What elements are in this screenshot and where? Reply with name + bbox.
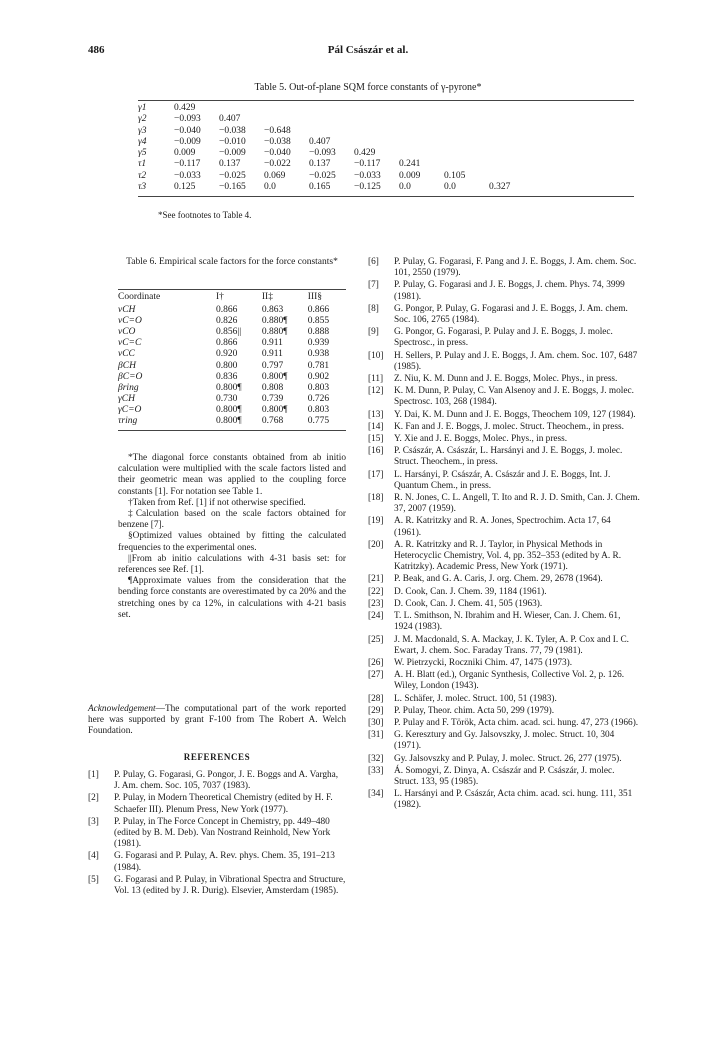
table5 bbox=[138, 100, 634, 197]
acknowledgement-label: Acknowledgement bbox=[88, 704, 156, 714]
reference-text: A. R. Katritzky and R. A. Jones, Spectrochim. Acta 17, 64 (1961). bbox=[394, 516, 611, 538]
table5-footnote: *See footnotes to Table 4. bbox=[158, 210, 252, 220]
reference-item bbox=[88, 875, 346, 897]
table6-note: †Taken from Ref. [1] if not otherwise specified. bbox=[128, 497, 306, 508]
table6-notes bbox=[118, 453, 346, 621]
table5-cell bbox=[399, 137, 444, 148]
table6-note: ¶Approximate values from the consideration that the bending force constants are overestimated by ca 20% and the stretching ones by ca 12%, in calculations with 4-21 basis set. bbox=[118, 576, 346, 620]
reference-text: P. Pulay and F. Török, Acta chim. acad. sci. hung. 47, 273 (1966). bbox=[394, 717, 639, 728]
reference-item bbox=[368, 694, 640, 705]
table5-cell: 0.009 bbox=[174, 148, 196, 159]
table5-cell: 0.137 bbox=[309, 159, 331, 170]
table5-cell: −0.093 bbox=[174, 114, 201, 125]
table5-cell bbox=[309, 114, 354, 125]
table5-row-label: τ1 bbox=[138, 159, 147, 170]
table5-cell: 0.407 bbox=[219, 114, 241, 125]
table5-cell bbox=[444, 103, 489, 114]
table5-cell: −0.009 bbox=[174, 136, 201, 147]
reference-number: [32] bbox=[368, 753, 384, 764]
table6-cell: 0.866 bbox=[216, 305, 238, 316]
table5-cell: 0.429 bbox=[354, 148, 376, 159]
table5-cell bbox=[354, 137, 399, 148]
table6-note: *The diagonal force constants obtained from ab initio calculation were multiplied with the scale factors listed and their geometric mean was applied to the coupling force constants [1]. For notation see Table 1. bbox=[118, 453, 346, 497]
table5-cell bbox=[264, 103, 309, 114]
reference-item bbox=[368, 718, 640, 729]
table5-bottom-rule bbox=[138, 196, 634, 197]
reference-number: [6] bbox=[368, 257, 379, 267]
table5-row bbox=[138, 126, 534, 137]
reference-item bbox=[368, 493, 640, 515]
table6-coordinate: νCH bbox=[118, 305, 136, 316]
table5-cell: −0.165 bbox=[219, 182, 246, 193]
table5-cell: −0.093 bbox=[309, 148, 336, 159]
table6-cell: 0.800¶ bbox=[216, 416, 242, 427]
table5-cell bbox=[489, 126, 534, 137]
reference-number: [9] bbox=[368, 327, 379, 338]
reference-item bbox=[88, 770, 346, 792]
reference-item bbox=[368, 410, 640, 421]
table5-cell: 0.0 bbox=[444, 182, 456, 193]
table6-cell: 0.880¶ bbox=[261, 327, 288, 338]
table5-cell: −0.040 bbox=[264, 148, 291, 159]
table6-note: ‡Calculation based on the scale factors obtained for benzene [7]. bbox=[118, 509, 346, 531]
reference-item bbox=[368, 540, 640, 574]
table6-cell: 0.797 bbox=[261, 360, 284, 371]
reference-item bbox=[368, 599, 640, 610]
table6-row bbox=[118, 327, 346, 338]
table5-cell bbox=[444, 137, 489, 148]
table6-cell: 0.803 bbox=[307, 404, 330, 415]
reference-number: [11] bbox=[368, 374, 384, 385]
table5-cell: −0.025 bbox=[219, 170, 246, 181]
table6-coordinate: γC=O bbox=[118, 404, 142, 415]
reference-text: K. M. Dunn, P. Pulay, C. Van Alsenoy and J. E. Boggs, J. molec. Spectrosc. 103, 268 (1984). bbox=[394, 386, 634, 408]
table5-cell bbox=[399, 126, 444, 137]
table5-cell: −0.117 bbox=[174, 159, 201, 170]
table6-coordinate: τring bbox=[118, 416, 138, 427]
reference-item bbox=[368, 587, 640, 598]
table5-cell: −0.025 bbox=[309, 170, 336, 181]
table6 bbox=[118, 289, 346, 431]
reference-item bbox=[368, 374, 640, 385]
reference-number: [23] bbox=[368, 598, 384, 609]
reference-number: [17] bbox=[368, 469, 384, 480]
table5-cell: 0.105 bbox=[444, 170, 466, 181]
table5-cell: 0.327 bbox=[489, 182, 511, 193]
reference-item bbox=[368, 658, 640, 669]
table6-cell: 0.911 bbox=[261, 338, 283, 349]
table5-cell bbox=[444, 126, 489, 137]
table5-cell: 0.137 bbox=[219, 159, 241, 170]
reference-number: [28] bbox=[368, 693, 384, 704]
reference-number: [26] bbox=[368, 657, 384, 668]
reference-item bbox=[368, 351, 640, 373]
table6-cell: 0.739 bbox=[261, 393, 284, 404]
table5-cell: −0.125 bbox=[354, 182, 381, 193]
reference-text: P. Pulay, Theor. chim. Acta 50, 299 (1979). bbox=[394, 705, 555, 716]
page-number: 486 bbox=[88, 44, 105, 56]
reference-item bbox=[368, 516, 640, 538]
table6-cell: 0.836 bbox=[216, 371, 238, 382]
table6-cell: 0.863 bbox=[261, 305, 284, 316]
reference-text: G. Pongor, P. Pulay, G. Fogarasi and J. E. Boggs, J. Am. chem. Soc. 106, 2765 (1984). bbox=[394, 303, 628, 326]
table5-cell bbox=[444, 114, 489, 125]
reference-text: P. Pulay, in The Force Concept in Chemistry, pp. 449–480 (edited by B. M. Deb). Van Nostrand Reinhold, New York (1981). bbox=[114, 816, 331, 850]
reference-number: [18] bbox=[368, 493, 384, 504]
table5-cell bbox=[309, 126, 354, 137]
table5-cell bbox=[444, 159, 489, 170]
reference-text: D. Cook, Can. J. Chem. 41, 505 (1963). bbox=[394, 598, 543, 609]
references-right bbox=[368, 257, 640, 813]
table5-row bbox=[138, 114, 534, 125]
reference-number: [7] bbox=[368, 280, 379, 291]
reference-text: T. L. Smithson, N. Ibrahim and H. Wieser, Can. J. Chem. 61, 1924 (1983). bbox=[394, 611, 621, 633]
reference-number: [16] bbox=[368, 446, 384, 457]
reference-text: D. Cook, Can. J. Chem. 39, 1184 (1961). bbox=[394, 586, 547, 597]
table6-caption: Table 6. Empirical scale factors for the force constants* bbox=[126, 257, 338, 267]
reference-number: [8] bbox=[368, 303, 379, 314]
reference-number: [4] bbox=[88, 851, 99, 862]
table6-row bbox=[118, 372, 346, 383]
reference-text: G. Fogarasi and P. Pulay, in Vibrational Spectra and Structure, Vol. 13 (edited by J. R. Durig). Elsevier, Amsterdam (1985). bbox=[114, 874, 346, 897]
table5-row bbox=[138, 159, 534, 170]
table6-grid bbox=[118, 290, 346, 427]
table5-cell bbox=[309, 103, 354, 114]
reference-item bbox=[368, 422, 640, 433]
table5-cell bbox=[489, 137, 534, 148]
running-head-author: Pál Császár et al. bbox=[327, 44, 409, 56]
acknowledgement-text: —The computational part of the work reported here was supported by grant F-100 from The Robert A. Welch Foundation. bbox=[88, 704, 346, 737]
table6-row bbox=[118, 316, 346, 327]
table6-note: §Optimized values obtained by fitting the calculated frequencies to the experimental ones. bbox=[118, 531, 346, 553]
reference-text: Y. Xie and J. E. Boggs, Molec. Phys., in press. bbox=[394, 434, 568, 445]
reference-number: [3] bbox=[88, 816, 99, 827]
table6-cell: 0.826 bbox=[216, 316, 238, 327]
table5-cell: 0.165 bbox=[309, 182, 331, 193]
reference-text: H. Sellers, P. Pulay and J. E. Boggs, J. Am. chem. Soc. 107, 6487 (1985). bbox=[394, 350, 638, 372]
reference-text: W. Pietrzycki, Roczniki Chim. 47, 1475 (1973). bbox=[394, 657, 573, 668]
table6-cell: 0.775 bbox=[307, 416, 330, 427]
table5-cell: 0.241 bbox=[399, 159, 421, 170]
table6-cell: 0.856|| bbox=[216, 327, 242, 338]
reference-item bbox=[368, 766, 640, 788]
table5-cell: 0.069 bbox=[264, 170, 286, 181]
reference-text: G. Pongor, G. Fogarasi, P. Pulay and J. E. Boggs, J. molec. Spectrosc., in press. bbox=[394, 327, 613, 349]
table6-cell: 0.902 bbox=[307, 371, 330, 382]
reference-text: K. Fan and J. E. Boggs, J. molec. Struct. Theochem., in press. bbox=[394, 421, 624, 432]
reference-text: A. R. Katritzky and R. J. Taylor, in Physical Methods in Heterocyclic Chemistry, Vol. 4, pp. 352–353 (edited by A. R. Katritzky). Academic Press, New York (1971). bbox=[394, 539, 622, 573]
table6-header: Coordinate bbox=[118, 292, 161, 302]
table5-row-label: γ3 bbox=[138, 125, 147, 136]
table5-cell: −0.009 bbox=[219, 148, 246, 159]
reference-text: G. Fogarasi and P. Pulay, A. Rev. phys. Chem. 35, 191–213 (1984). bbox=[114, 851, 335, 873]
table5-cell: −0.040 bbox=[174, 125, 201, 136]
reference-number: [19] bbox=[368, 516, 384, 527]
table5-cell: 0.429 bbox=[174, 103, 196, 113]
table5-grid bbox=[138, 103, 534, 193]
reference-item bbox=[368, 730, 640, 752]
table5-cell: −0.038 bbox=[219, 125, 246, 136]
reference-number: [21] bbox=[368, 574, 384, 585]
table6-header: I† bbox=[216, 292, 224, 302]
table5-cell: −0.010 bbox=[219, 136, 246, 147]
table5-cell: −0.038 bbox=[264, 136, 291, 147]
table6-coordinate: βring bbox=[118, 382, 139, 393]
reference-item bbox=[368, 470, 640, 492]
table6-cell: 0.800¶ bbox=[216, 404, 242, 415]
reference-number: [2] bbox=[88, 793, 99, 804]
reference-text: P. Pulay, in Modern Theoretical Chemistry (edited by H. F. Schaefer III). Plenum Press, New York (1977). bbox=[114, 793, 333, 815]
table6-coordinate: γCH bbox=[118, 393, 135, 404]
table5-row-label: γ4 bbox=[138, 136, 147, 147]
reference-item bbox=[88, 851, 346, 873]
table5-row-label: γ2 bbox=[138, 114, 147, 125]
table5-cell: 0.009 bbox=[399, 170, 421, 181]
reference-item bbox=[368, 386, 640, 408]
table5-cell bbox=[489, 148, 534, 159]
table6-header: II‡ bbox=[261, 292, 273, 302]
reference-text: P. Pulay, G. Fogarasi, F. Pang and J. E. Boggs, J. Am. chem. Soc. 101, 2550 (1979). bbox=[394, 257, 637, 279]
table6-row bbox=[118, 405, 346, 416]
table5-cell bbox=[399, 103, 444, 114]
table5-cell bbox=[354, 126, 399, 137]
reference-number: [34] bbox=[368, 789, 384, 800]
reference-number: [33] bbox=[368, 765, 384, 776]
table6-cell: 0.800 bbox=[216, 360, 238, 371]
reference-text: Gy. Jalsovszky and P. Pulay, J. molec. Struct. 26, 277 (1975). bbox=[394, 753, 622, 764]
reference-item bbox=[368, 446, 640, 468]
table6-note: ||From ab initio calculations with 4-31 basis set: for references see Ref. [1]. bbox=[118, 553, 346, 576]
reference-text: J. M. Macdonald, S. A. Mackay, J. K. Tyler, A. P. Cox and I. C. Ewart, J. chem. Soc. Faraday Trans. 77, 79 (1981). bbox=[394, 634, 630, 656]
table6-cell: 0.939 bbox=[307, 338, 330, 349]
table6-cell: 0.768 bbox=[261, 416, 284, 427]
table6-row bbox=[118, 361, 346, 372]
table6-cell: 0.888 bbox=[307, 327, 330, 338]
table5-cell bbox=[489, 114, 534, 125]
table6-row bbox=[118, 383, 346, 394]
table6-coordinate: νC=O bbox=[118, 316, 142, 327]
table6-cell: 0.911 bbox=[261, 349, 283, 360]
table6-header: III§ bbox=[307, 292, 323, 302]
reference-text: L. Harsányi and P. Császár, Acta chim. acad. sci. hung. 111, 351 (1982). bbox=[394, 789, 633, 811]
references-heading: REFERENCES bbox=[183, 752, 251, 762]
reference-number: [15] bbox=[368, 434, 384, 445]
reference-item bbox=[368, 574, 640, 585]
reference-item bbox=[368, 327, 640, 349]
table6-cell: 0.880¶ bbox=[261, 316, 288, 327]
reference-number: [31] bbox=[368, 730, 384, 741]
reference-number: [13] bbox=[368, 409, 384, 420]
reference-item bbox=[368, 434, 640, 445]
reference-text: P. Pulay, G. Fogarasi and J. E. Boggs, J. chem. Phys. 74, 3999 (1981). bbox=[394, 280, 625, 302]
table5-cell bbox=[219, 103, 264, 114]
reference-item bbox=[368, 670, 640, 692]
table6-cell: 0.920 bbox=[216, 349, 238, 360]
table6-bottom-rule bbox=[118, 430, 346, 431]
table6-cell: 0.781 bbox=[307, 360, 330, 371]
table6-cell: 0.803 bbox=[307, 382, 330, 393]
reference-text: L. Harsányi, P. Császár, A. Császár and J. E. Boggs, Int. J. Quantum Chem., in press. bbox=[394, 469, 611, 491]
table5-caption: Table 5. Out-of-plane SQM force constants of γ-pyrone* bbox=[254, 82, 482, 93]
table6-cell: 0.800¶ bbox=[261, 404, 288, 415]
table5-cell bbox=[399, 114, 444, 125]
reference-number: [22] bbox=[368, 586, 384, 597]
reference-item bbox=[368, 611, 640, 633]
references-left bbox=[88, 770, 346, 898]
table6-row bbox=[118, 305, 346, 316]
table6-row bbox=[118, 349, 346, 360]
reference-text: R. N. Jones, C. L. Angell, T. Ito and R. J. D. Smith, Can. J. Chem. 37, 2007 (1959). bbox=[394, 493, 640, 515]
table5-top-rule bbox=[138, 100, 634, 101]
table6-coordinate: βC=O bbox=[118, 371, 143, 382]
table5-cell: −0.117 bbox=[354, 159, 381, 170]
table6-body bbox=[118, 305, 346, 427]
table5-cell: 0.0 bbox=[399, 182, 411, 193]
table5-cell bbox=[444, 148, 489, 159]
reference-number: [20] bbox=[368, 539, 384, 550]
table5-cell bbox=[489, 103, 534, 114]
acknowledgement bbox=[88, 704, 346, 738]
table6-cell: 0.800¶ bbox=[216, 382, 242, 393]
reference-item bbox=[368, 304, 640, 326]
table6-row bbox=[118, 338, 346, 349]
table6-row bbox=[118, 416, 346, 427]
reference-item bbox=[88, 817, 346, 851]
reference-number: [10] bbox=[368, 350, 384, 361]
table6-row bbox=[118, 394, 346, 405]
reference-text: A. H. Blatt (ed.), Organic Synthesis, Collective Vol. 2, p. 126. Wiley, London (1943). bbox=[394, 670, 625, 692]
table5-row bbox=[138, 137, 534, 148]
table5-cell: −0.648 bbox=[264, 125, 291, 136]
reference-number: [29] bbox=[368, 705, 384, 716]
reference-number: [27] bbox=[368, 670, 384, 681]
table5-cell bbox=[489, 171, 534, 182]
table5-cell: −0.033 bbox=[354, 170, 381, 181]
table6-cell: 0.866 bbox=[216, 338, 238, 349]
table5-cell: 0.125 bbox=[174, 182, 196, 193]
table6-coordinate: νCC bbox=[118, 349, 135, 360]
reference-number: [12] bbox=[368, 386, 384, 397]
reference-number: [24] bbox=[368, 611, 384, 622]
table5-cell: −0.033 bbox=[174, 170, 201, 181]
table5-cell bbox=[399, 148, 444, 159]
table6-cell: 0.800¶ bbox=[261, 371, 288, 382]
reference-text: L. Schäfer, J. molec. Struct. 100, 51 (1983). bbox=[394, 693, 557, 704]
table5-cell: 0.0 bbox=[264, 182, 276, 193]
table6-cell: 0.866 bbox=[307, 305, 330, 316]
reference-item bbox=[88, 793, 346, 815]
reference-item bbox=[368, 789, 640, 811]
table6-cell: 0.855 bbox=[307, 316, 330, 327]
reference-text: Y. Dai, K. M. Dunn and J. E. Boggs, Theochem 109, 127 (1984). bbox=[394, 409, 636, 420]
table6-cell: 0.938 bbox=[307, 349, 330, 360]
reference-number: [25] bbox=[368, 634, 384, 645]
table5-row bbox=[138, 182, 534, 193]
table6-coordinate: βCH bbox=[118, 360, 136, 371]
table5-cell: 0.407 bbox=[309, 136, 331, 147]
table5-row-label: τ3 bbox=[138, 182, 147, 193]
table5-cell bbox=[264, 114, 309, 125]
table5-row bbox=[138, 171, 534, 182]
table6-coordinate: νC=C bbox=[118, 338, 142, 349]
reference-item bbox=[368, 706, 640, 717]
reference-item bbox=[368, 280, 640, 302]
reference-item bbox=[368, 635, 640, 657]
reference-number: [1] bbox=[88, 770, 99, 780]
reference-number: [14] bbox=[368, 421, 384, 432]
reference-text: P. Beak, and G. A. Caris, J. org. Chem. 29, 2678 (1964). bbox=[394, 574, 603, 585]
reference-number: [5] bbox=[88, 874, 99, 885]
table5-row-label: γ1 bbox=[138, 103, 147, 113]
table5-cell bbox=[489, 159, 534, 170]
table5-cell: −0.022 bbox=[264, 159, 291, 170]
table6-cell: 0.726 bbox=[307, 393, 330, 404]
table6-cell: 0.730 bbox=[216, 393, 238, 404]
reference-text: Z. Niu, K. M. Dunn and J. E. Boggs, Molec. Phys., in press. bbox=[394, 374, 618, 385]
table6-cell: 0.808 bbox=[261, 382, 284, 393]
reference-number: [30] bbox=[368, 717, 384, 728]
reference-item bbox=[368, 257, 640, 279]
reference-item bbox=[368, 754, 640, 765]
table5-row bbox=[138, 148, 534, 159]
table5-row-label: τ2 bbox=[138, 170, 147, 181]
reference-text: G. Keresztury and Gy. Jalsovszky, J. molec. Struct. 10, 304 (1971). bbox=[394, 730, 615, 752]
reference-text: P. Pulay, G. Fogarasi, G. Pongor, J. E. Boggs and A. Vargha, J. Am. chem. Soc. 105, 7037 (1983). bbox=[114, 770, 339, 792]
table5-row bbox=[138, 103, 534, 114]
reference-text: P. Császár, A. Császár, L. Harsányi and J. E. Boggs, J. molec. Struct. Theochem., in press. bbox=[394, 446, 623, 468]
table5-cell bbox=[354, 114, 399, 125]
table5-row-label: γ5 bbox=[138, 148, 147, 159]
reference-text: Á. Somogyi, Z. Dinya, A. Császár and P. Császár, J. molec. Struct. 133, 95 (1985). bbox=[394, 765, 615, 787]
table5-cell bbox=[354, 103, 399, 114]
table6-header-row bbox=[118, 290, 346, 305]
table6-coordinate: νCO bbox=[118, 327, 136, 338]
